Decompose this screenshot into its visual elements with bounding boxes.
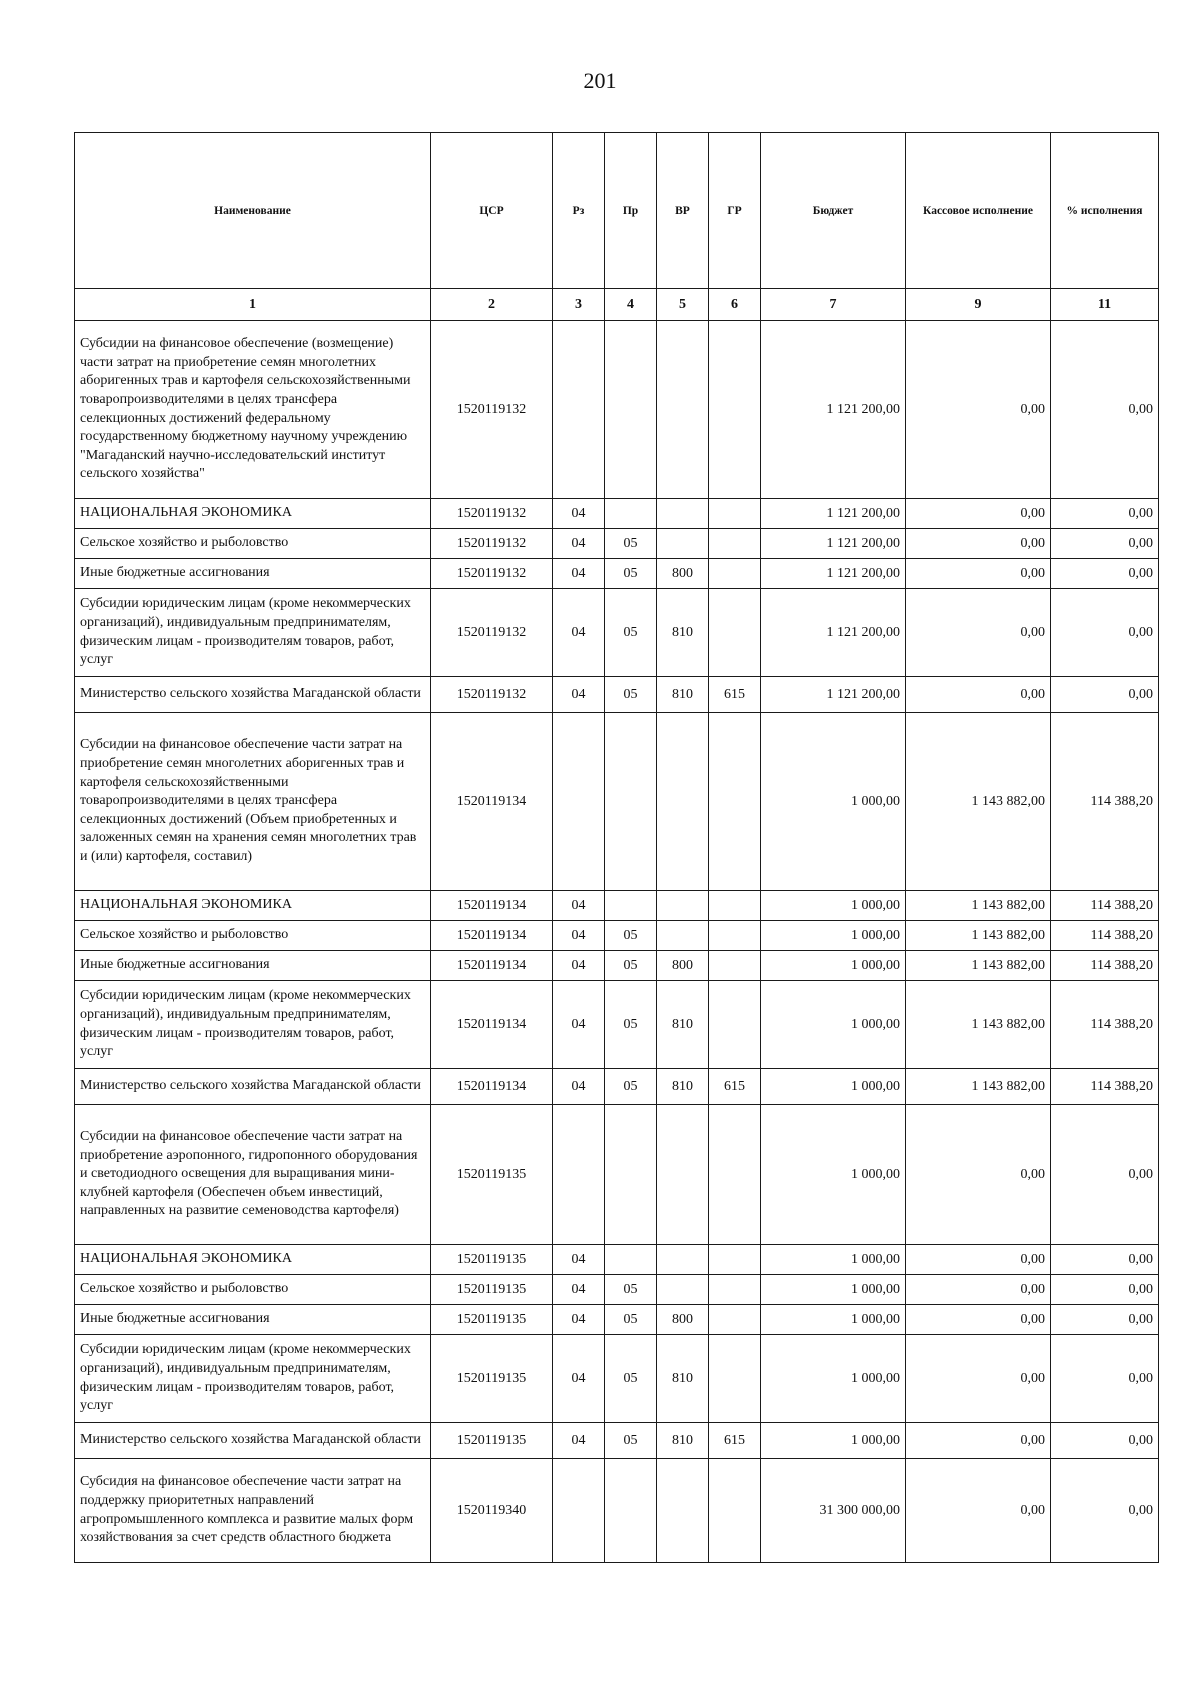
row-cash-execution: 0,00	[906, 1305, 1051, 1335]
row-vr: 810	[657, 981, 709, 1069]
row-csr: 1520119134	[431, 1069, 553, 1105]
row-pr: 05	[605, 1305, 657, 1335]
row-name: Министерство сельского хозяйства Магаданской области	[75, 1069, 431, 1105]
table-row	[75, 1423, 1159, 1459]
row-vr: 810	[657, 1069, 709, 1105]
row-csr: 1520119132	[431, 321, 553, 499]
row-percent-execution: 0,00	[1051, 1275, 1159, 1305]
row-csr: 1520119135	[431, 1335, 553, 1423]
row-rz: 04	[553, 951, 605, 981]
row-rz	[553, 321, 605, 499]
row-csr: 1520119132	[431, 529, 553, 559]
row-vr	[657, 1459, 709, 1563]
row-vr: 810	[657, 1335, 709, 1423]
table-row	[75, 1305, 1159, 1335]
header-csr: ЦСР	[431, 133, 553, 289]
row-vr	[657, 529, 709, 559]
row-gr	[709, 1335, 761, 1423]
table-row	[75, 713, 1159, 891]
row-pr: 05	[605, 529, 657, 559]
table-row	[75, 891, 1159, 921]
row-budget: 1 000,00	[761, 713, 906, 891]
table-row	[75, 677, 1159, 713]
row-cash-execution: 0,00	[906, 1105, 1051, 1245]
row-rz: 04	[553, 1275, 605, 1305]
row-rz: 04	[553, 499, 605, 529]
table-row	[75, 1275, 1159, 1305]
header-name: Наименование	[75, 133, 431, 289]
row-budget: 1 121 200,00	[761, 321, 906, 499]
header-cash-execution: Кассовое исполнение	[906, 133, 1051, 289]
row-csr: 1520119135	[431, 1245, 553, 1275]
row-budget: 1 000,00	[761, 1335, 906, 1423]
row-name: НАЦИОНАЛЬНАЯ ЭКОНОМИКА	[75, 891, 431, 921]
row-csr: 1520119135	[431, 1423, 553, 1459]
row-pr: 05	[605, 1069, 657, 1105]
row-gr	[709, 981, 761, 1069]
table-row	[75, 1245, 1159, 1275]
column-number: 2	[431, 289, 553, 321]
row-name: Сельское хозяйство и рыболовство	[75, 529, 431, 559]
row-vr: 810	[657, 677, 709, 713]
table-row	[75, 559, 1159, 589]
row-rz: 04	[553, 1245, 605, 1275]
column-number: 9	[906, 289, 1051, 321]
row-rz: 04	[553, 1305, 605, 1335]
row-vr	[657, 921, 709, 951]
row-name: Субсидии юридическим лицам (кроме некоммерческих организаций), индивидуальным предпринимателям, физическим лицам - производителям товаров, работ, услуг	[75, 1335, 431, 1423]
row-gr	[709, 713, 761, 891]
row-percent-execution: 0,00	[1051, 559, 1159, 589]
row-gr	[709, 1459, 761, 1563]
table-row	[75, 921, 1159, 951]
row-rz	[553, 1105, 605, 1245]
row-budget: 1 000,00	[761, 1423, 906, 1459]
row-rz: 04	[553, 1423, 605, 1459]
row-budget: 1 000,00	[761, 1305, 906, 1335]
row-gr	[709, 1275, 761, 1305]
row-csr: 1520119135	[431, 1275, 553, 1305]
row-vr	[657, 499, 709, 529]
row-csr: 1520119134	[431, 981, 553, 1069]
row-name: Министерство сельского хозяйства Магаданской области	[75, 1423, 431, 1459]
row-vr	[657, 321, 709, 499]
row-percent-execution: 0,00	[1051, 1423, 1159, 1459]
row-gr: 615	[709, 1069, 761, 1105]
row-budget: 1 121 200,00	[761, 559, 906, 589]
row-cash-execution: 1 143 882,00	[906, 921, 1051, 951]
row-percent-execution: 114 388,20	[1051, 981, 1159, 1069]
row-name: Субсидии юридическим лицам (кроме некоммерческих организаций), индивидуальным предпринимателям, физическим лицам - производителям товаров, работ, услуг	[75, 981, 431, 1069]
row-rz	[553, 1459, 605, 1563]
row-rz: 04	[553, 559, 605, 589]
row-pr	[605, 891, 657, 921]
row-csr: 1520119134	[431, 951, 553, 981]
row-name: Иные бюджетные ассигнования	[75, 1305, 431, 1335]
row-pr	[605, 1459, 657, 1563]
row-name: Министерство сельского хозяйства Магаданской области	[75, 677, 431, 713]
row-cash-execution: 0,00	[906, 1459, 1051, 1563]
table-row	[75, 1069, 1159, 1105]
column-number: 4	[605, 289, 657, 321]
row-vr	[657, 891, 709, 921]
row-percent-execution: 0,00	[1051, 1105, 1159, 1245]
row-pr	[605, 713, 657, 891]
row-cash-execution: 0,00	[906, 321, 1051, 499]
page-number: 201	[583, 68, 617, 93]
row-gr	[709, 589, 761, 677]
row-cash-execution: 1 143 882,00	[906, 713, 1051, 891]
row-vr	[657, 713, 709, 891]
row-vr: 800	[657, 1305, 709, 1335]
header-pr: Пр	[605, 133, 657, 289]
row-name: НАЦИОНАЛЬНАЯ ЭКОНОМИКА	[75, 1245, 431, 1275]
table-row	[75, 321, 1159, 499]
row-gr: 615	[709, 1423, 761, 1459]
row-percent-execution: 0,00	[1051, 589, 1159, 677]
row-csr: 1520119132	[431, 559, 553, 589]
row-csr: 1520119134	[431, 891, 553, 921]
row-budget: 1 121 200,00	[761, 677, 906, 713]
row-name: НАЦИОНАЛЬНАЯ ЭКОНОМИКА	[75, 499, 431, 529]
row-budget: 1 000,00	[761, 921, 906, 951]
row-rz	[553, 713, 605, 891]
row-gr	[709, 951, 761, 981]
row-name: Иные бюджетные ассигнования	[75, 951, 431, 981]
row-vr	[657, 1245, 709, 1275]
table-row	[75, 1459, 1159, 1563]
column-number: 5	[657, 289, 709, 321]
row-budget: 1 000,00	[761, 951, 906, 981]
column-number: 7	[761, 289, 906, 321]
row-gr	[709, 499, 761, 529]
row-cash-execution: 1 143 882,00	[906, 981, 1051, 1069]
row-cash-execution: 0,00	[906, 559, 1051, 589]
column-number: 6	[709, 289, 761, 321]
column-number: 1	[75, 289, 431, 321]
row-budget: 1 121 200,00	[761, 589, 906, 677]
row-cash-execution: 0,00	[906, 1245, 1051, 1275]
row-csr: 1520119134	[431, 713, 553, 891]
row-name: Субсидии на финансовое обеспечение части затрат на приобретение семян многолетних аборигенных трав и картофеля сельскохозяйственными товаропроизводителями в целях трансфера селекционных достижений (Объем приобретенных и заложенных семян на хранения семян многолетних трав и (или) картофеля, составил)	[75, 713, 431, 891]
row-vr: 800	[657, 951, 709, 981]
row-percent-execution: 114 388,20	[1051, 921, 1159, 951]
column-number: 3	[553, 289, 605, 321]
row-name: Субсидии юридическим лицам (кроме некоммерческих организаций), индивидуальным предпринимателям, физическим лицам - производителям товаров, работ, услуг	[75, 589, 431, 677]
header-budget: Бюджет	[761, 133, 906, 289]
row-cash-execution: 0,00	[906, 529, 1051, 559]
row-percent-execution: 114 388,20	[1051, 713, 1159, 891]
row-pr: 05	[605, 677, 657, 713]
row-percent-execution: 0,00	[1051, 499, 1159, 529]
row-csr: 1520119132	[431, 589, 553, 677]
row-rz: 04	[553, 981, 605, 1069]
header-vr: ВР	[657, 133, 709, 289]
row-pr	[605, 1105, 657, 1245]
row-percent-execution: 0,00	[1051, 677, 1159, 713]
row-cash-execution: 0,00	[906, 1275, 1051, 1305]
row-budget: 1 000,00	[761, 1275, 906, 1305]
row-cash-execution: 1 143 882,00	[906, 1069, 1051, 1105]
row-budget: 1 000,00	[761, 1105, 906, 1245]
row-name: Иные бюджетные ассигнования	[75, 559, 431, 589]
row-rz: 04	[553, 891, 605, 921]
table-row	[75, 529, 1159, 559]
row-vr: 810	[657, 1423, 709, 1459]
row-vr: 810	[657, 589, 709, 677]
row-pr: 05	[605, 1335, 657, 1423]
row-csr: 1520119132	[431, 677, 553, 713]
row-csr: 1520119134	[431, 921, 553, 951]
row-csr: 1520119135	[431, 1105, 553, 1245]
row-gr	[709, 559, 761, 589]
row-pr: 05	[605, 1423, 657, 1459]
row-percent-execution: 0,00	[1051, 1305, 1159, 1335]
row-cash-execution: 1 143 882,00	[906, 951, 1051, 981]
budget-table	[74, 132, 1159, 1563]
header-gr: ГР	[709, 133, 761, 289]
row-rz: 04	[553, 1335, 605, 1423]
row-percent-execution: 114 388,20	[1051, 951, 1159, 981]
row-gr	[709, 1305, 761, 1335]
row-rz: 04	[553, 529, 605, 559]
row-csr: 1520119132	[431, 499, 553, 529]
row-percent-execution: 0,00	[1051, 1459, 1159, 1563]
row-percent-execution: 0,00	[1051, 321, 1159, 499]
row-csr: 1520119340	[431, 1459, 553, 1563]
row-percent-execution: 114 388,20	[1051, 1069, 1159, 1105]
row-gr: 615	[709, 677, 761, 713]
row-pr: 05	[605, 589, 657, 677]
row-pr: 05	[605, 921, 657, 951]
table-row	[75, 589, 1159, 677]
row-pr: 05	[605, 1275, 657, 1305]
row-csr: 1520119135	[431, 1305, 553, 1335]
column-number: 11	[1051, 289, 1159, 321]
row-cash-execution: 1 143 882,00	[906, 891, 1051, 921]
row-cash-execution: 0,00	[906, 499, 1051, 529]
table-body	[75, 321, 1159, 1563]
row-pr	[605, 321, 657, 499]
header-row	[75, 133, 1159, 289]
row-vr	[657, 1105, 709, 1245]
row-rz: 04	[553, 1069, 605, 1105]
table-row	[75, 1335, 1159, 1423]
row-budget: 1 000,00	[761, 1245, 906, 1275]
row-name: Субсидии на финансовое обеспечение (возмещение) части затрат на приобретение семян многолетних аборигенных трав и картофеля сельскохозяйственными товаропроизводителями в целях трансфера селекционных достижений федеральному государственному бюджетному научному учреждению "Магаданский научно-исследовательский институт сельского хозяйства"	[75, 321, 431, 499]
row-budget: 1 000,00	[761, 981, 906, 1069]
row-rz: 04	[553, 589, 605, 677]
row-pr: 05	[605, 981, 657, 1069]
table-row	[75, 951, 1159, 981]
row-gr	[709, 891, 761, 921]
column-number-row	[75, 289, 1159, 321]
table-row	[75, 1105, 1159, 1245]
row-cash-execution: 0,00	[906, 1423, 1051, 1459]
header-rz: Рз	[553, 133, 605, 289]
row-rz: 04	[553, 921, 605, 951]
row-pr: 05	[605, 951, 657, 981]
row-name: Сельское хозяйство и рыболовство	[75, 921, 431, 951]
row-gr	[709, 1245, 761, 1275]
row-vr	[657, 1275, 709, 1305]
row-rz: 04	[553, 677, 605, 713]
row-gr	[709, 1105, 761, 1245]
row-budget: 1 121 200,00	[761, 499, 906, 529]
row-name: Субсидии на финансовое обеспечение части затрат на приобретение аэропонного, гидропонного оборудования и светодиодного освещения для выращивания мини-клубней картофеля (Обеспечен объем инвестиций, направленных на развитие семеноводства картофеля)	[75, 1105, 431, 1245]
row-budget: 1 121 200,00	[761, 529, 906, 559]
row-cash-execution: 0,00	[906, 589, 1051, 677]
row-budget: 1 000,00	[761, 1069, 906, 1105]
row-cash-execution: 0,00	[906, 677, 1051, 713]
row-pr	[605, 499, 657, 529]
row-pr	[605, 1245, 657, 1275]
row-percent-execution: 0,00	[1051, 529, 1159, 559]
row-pr: 05	[605, 559, 657, 589]
row-percent-execution: 0,00	[1051, 1245, 1159, 1275]
row-budget: 1 000,00	[761, 891, 906, 921]
row-gr	[709, 321, 761, 499]
row-name: Субсидия на финансовое обеспечение части затрат на поддержку приоритетных направлений агропромышленного комплекса и развитие малых форм хозяйствования за счет средств областного бюджета	[75, 1459, 431, 1563]
table-row	[75, 981, 1159, 1069]
row-percent-execution: 114 388,20	[1051, 891, 1159, 921]
header-percent-execution: % исполнения	[1051, 133, 1159, 289]
row-gr	[709, 921, 761, 951]
table-row	[75, 499, 1159, 529]
row-name: Сельское хозяйство и рыболовство	[75, 1275, 431, 1305]
row-gr	[709, 529, 761, 559]
row-vr: 800	[657, 559, 709, 589]
row-percent-execution: 0,00	[1051, 1335, 1159, 1423]
row-budget: 31 300 000,00	[761, 1459, 906, 1563]
row-cash-execution: 0,00	[906, 1335, 1051, 1423]
